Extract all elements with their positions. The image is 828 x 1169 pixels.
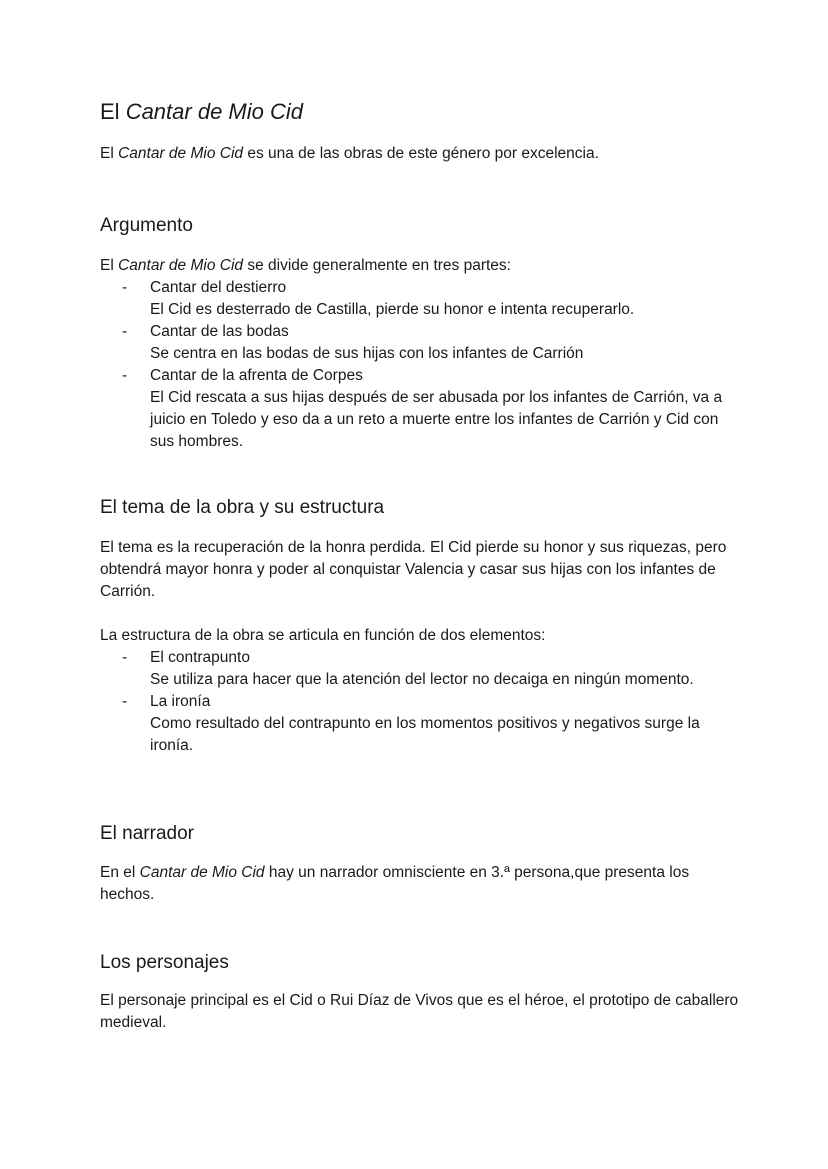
list-item — [122, 277, 742, 321]
list-item — [122, 647, 742, 691]
document-title: El Cantar de Mio Cid — [100, 99, 303, 124]
list-item-description: El Cid rescata a sus hijas después de ser abusada por los infantes de Carrión, va a juicio en Toledo y eso da a un reto a muerte entre los infantes de Carrión y Cid con sus hombres. — [150, 389, 723, 450]
list-item-title: El contrapunto — [150, 649, 250, 666]
list-dash: - — [122, 649, 128, 666]
personajes-heading: Los personajes — [100, 952, 229, 973]
tema-paragraph: El tema es la recuperación de la honra perdida. El Cid pierde su honor y sus riquezas, pero obtendrá mayor honra y poder al conquistar Valencia y casar sus hijas con los infantes de Carrión. — [100, 539, 727, 600]
personajes-paragraph: El personaje principal es el Cid o Rui Díaz de Vivos que es el héroe, el prototipo de caballero medieval. — [100, 992, 739, 1031]
intro-paragraph: El Cantar de Mio Cid es una de las obras de este género por excelencia. — [100, 145, 599, 162]
list-item-title: Cantar de la afrenta de Corpes — [150, 367, 363, 384]
list-item-description: Se centra en las bodas de sus hijas con los infantes de Carrión — [150, 345, 584, 362]
list-item — [122, 365, 742, 453]
list-item-description: Se utiliza para hacer que la atención del lector no decaiga en ningún momento. — [150, 671, 694, 688]
estructura-lead: La estructura de la obra se articula en función de dos elementos: — [100, 627, 546, 644]
argumento-heading: Argumento — [100, 215, 193, 236]
list-item-description: Como resultado del contrapunto en los momentos positivos y negativos surge la ironía. — [150, 715, 700, 754]
list-item — [122, 321, 742, 365]
argumento-lead: El Cantar de Mio Cid se divide generalmente en tres partes: — [100, 257, 511, 274]
narrador-paragraph: En el Cantar de Mio Cid hay un narrador omnisciente en 3.ª persona,que presenta los hechos. — [100, 864, 690, 903]
list-dash: - — [122, 693, 128, 710]
list-item-description: El Cid es desterrado de Castilla, pierde su honor e intenta recuperarlo. — [150, 301, 635, 318]
list-dash: - — [122, 279, 128, 296]
list-item-title: Cantar de las bodas — [150, 323, 289, 340]
list-dash: - — [122, 367, 128, 384]
title-work-name: Cantar de Mio Cid — [125, 99, 303, 124]
narrador-heading: El narrador — [100, 823, 194, 844]
list-item-title: Cantar del destierro — [150, 279, 287, 296]
list-dash: - — [122, 323, 128, 340]
tema-heading: El tema de la obra y su estructura — [100, 497, 385, 518]
argumento-list — [122, 277, 742, 453]
list-item — [122, 691, 742, 757]
list-item-title: La ironía — [150, 693, 211, 710]
estructura-list — [122, 647, 742, 757]
